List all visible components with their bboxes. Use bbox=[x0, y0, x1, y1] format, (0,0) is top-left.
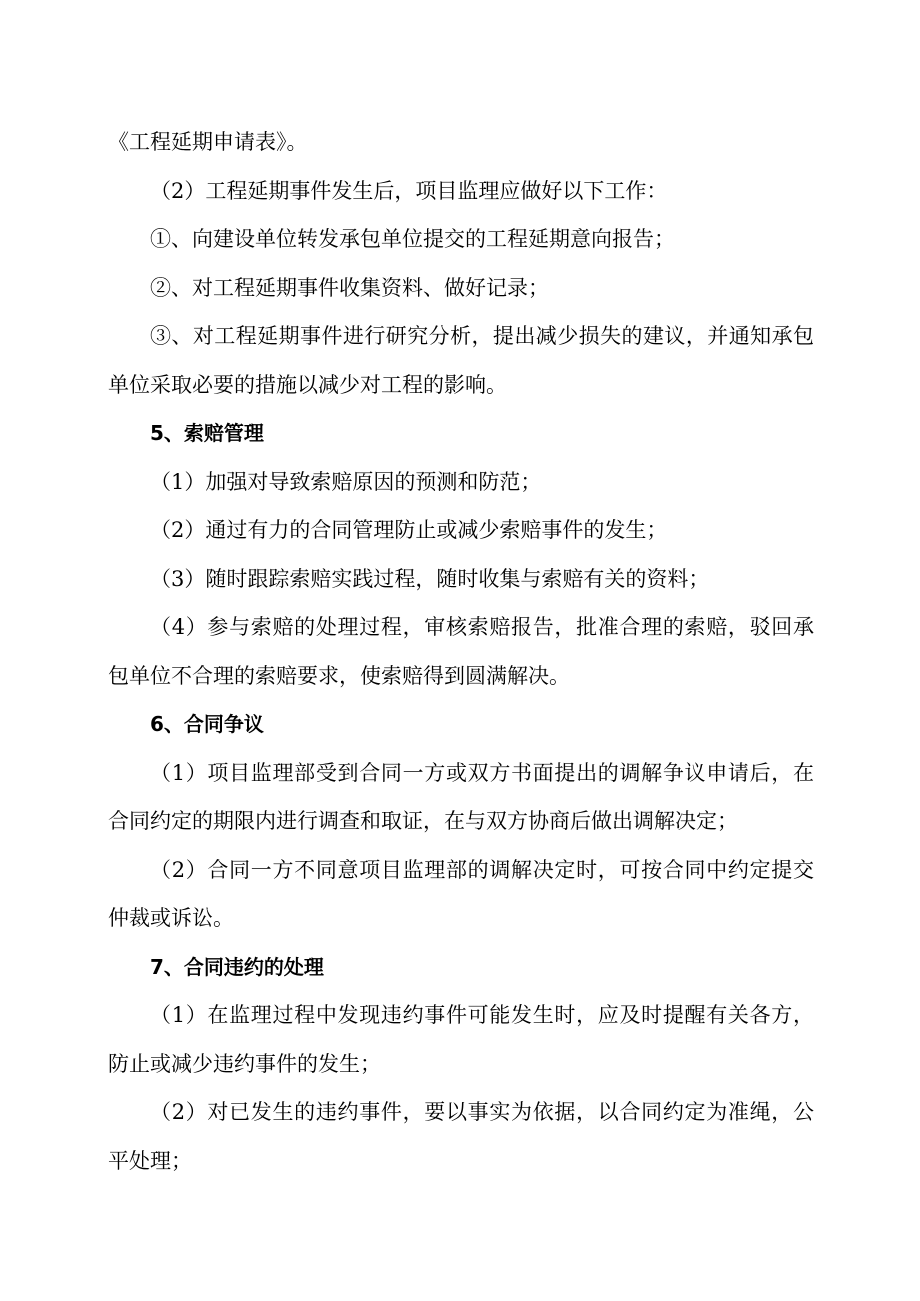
list-item: ③、对工程延期事件进行研究分析，提出减少损失的建议，并通知承包单位采取必要的措施以减少对工程的影响。 bbox=[108, 324, 814, 397]
list-item: （2）合同一方不同意项目监理部的调解决定时，可按合同中约定提交仲裁或诉讼。 bbox=[108, 857, 814, 930]
list-item: ②、对工程延期事件收集资料、做好记录； bbox=[150, 275, 549, 300]
list-item: （1）在监理过程中发现违约事件可能发生时，应及时提醒有关各方，防止或减少违约事件的发生； bbox=[108, 1003, 814, 1076]
list-item: （3）随时跟踪索赔实践过程，随时收集与索赔有关的资料； bbox=[150, 566, 710, 591]
section-heading-claims: 5、索赔管理 bbox=[150, 421, 264, 445]
list-item: （1）项目监理部受到合同一方或双方书面提出的调解争议申请后，在合同约定的期限内进行调查和取证，在与双方协商后做出调解决定； bbox=[108, 760, 814, 833]
section-heading-breach: 7、合同违约的处理 bbox=[150, 954, 324, 979]
list-item: （1）加强对导致索赔原因的预测和防范； bbox=[150, 469, 542, 494]
paragraph: 《工程延期申请表》。 bbox=[108, 130, 308, 154]
section-heading-disputes: 6、合同争议 bbox=[150, 712, 264, 736]
list-item: （2）通过有力的合同管理防止或减少索赔事件的发生； bbox=[150, 518, 668, 542]
paragraph: （2）工程延期事件发生后，项目监理应做好以下工作： bbox=[150, 178, 668, 203]
list-item: （4）参与索赔的处理过程，审核索赔报告，批准合理的索赔，驳回承包单位不合理的索赔要求，使索赔得到圆满解决。 bbox=[108, 615, 814, 688]
document-body bbox=[108, 118, 814, 1185]
list-item: （2）对已发生的违约事件，要以事实为依据，以合同约定为准绳，公平处理； bbox=[108, 1100, 814, 1173]
list-item: ①、向建设单位转发承包单位提交的工程延期意向报告； bbox=[150, 227, 675, 251]
